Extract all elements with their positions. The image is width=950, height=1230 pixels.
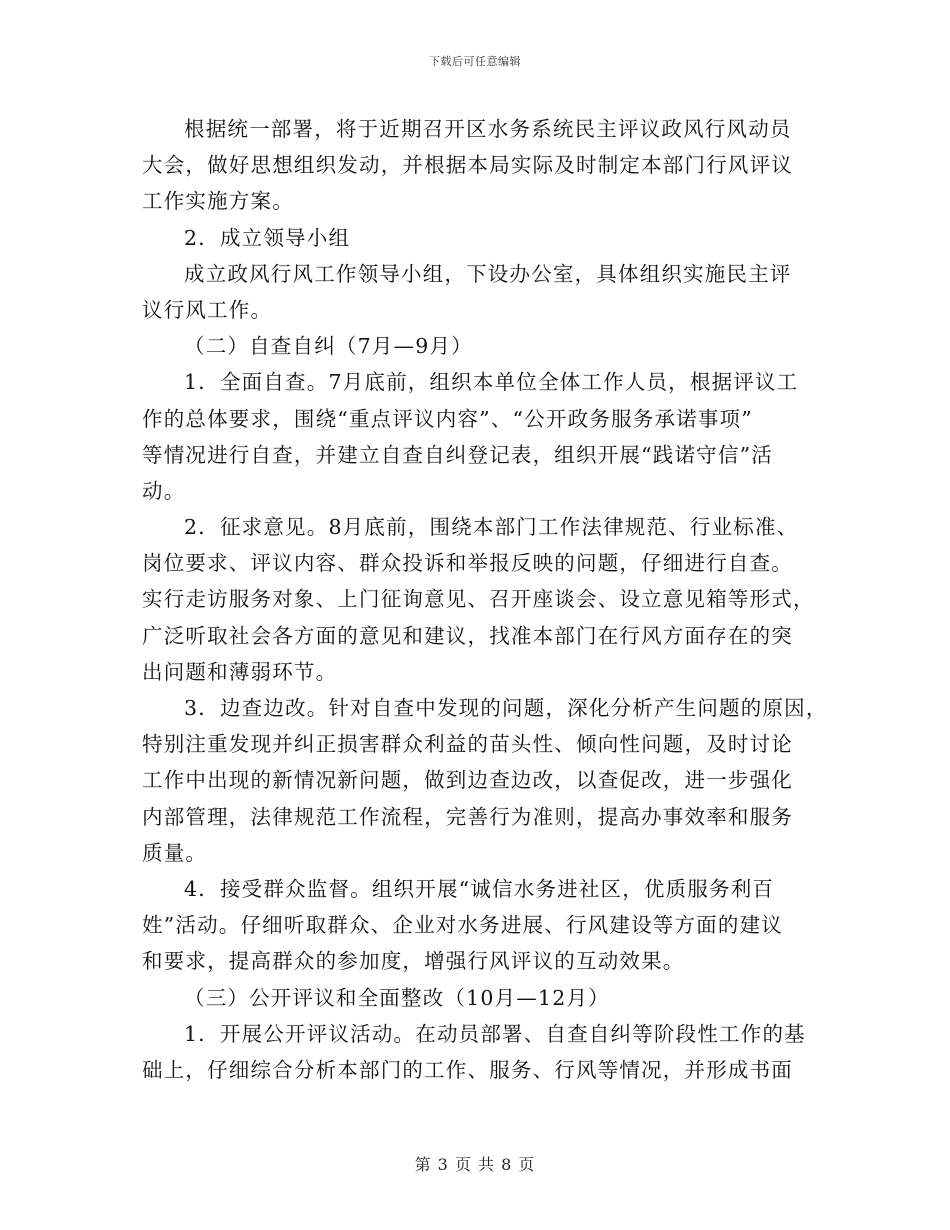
text-line: 1．开展公开评议活动。在动员部署、自查自纠等阶段性工作的基 [184, 1021, 806, 1046]
text-line: 4．接受群众监督。组织开展“诚信水务进社区，优质服务利百 [184, 876, 775, 901]
text-line: 工作实施方案。 [142, 189, 294, 214]
text-line: 成立政风行风工作领导小组，下设办公室，具体组织实施民主评 [184, 261, 792, 286]
page-footer: 第 3 页 共 8 页 [414, 1155, 536, 1174]
text-line: 岗位要求、评议内容、群众投诉和举报反映的问题，仔细进行自查。 [142, 551, 793, 576]
text-line: 出问题和薄弱环节。 [142, 659, 338, 684]
text-line: 大会，做好思想组织发动，并根据本局实际及时制定本部门行风评议 [142, 153, 793, 178]
text-line: 1．全面自查。7月底前，组织本单位全体工作人员，根据评议工 [184, 370, 799, 395]
text-line: 2．成立领导小组 [184, 225, 351, 250]
text-line: 内部管理，法律规范工作流程，完善行为准则，提高办事效率和服务 [142, 804, 793, 829]
text-line: 质量。 [142, 840, 208, 865]
text-line: 动。 [142, 478, 186, 503]
text-line: 议行风工作。 [142, 297, 273, 322]
text-line: 作的总体要求，围绕“重点评议内容”、“公开政务服务承诺事项” [142, 406, 753, 431]
text-line: （二）自查自纠（7月—9月） [184, 334, 473, 359]
text-line: 工作中出现的新情况新问题，做到边查边改，以查促改，进一步强化 [142, 768, 793, 793]
text-line: 实行走访服务对象、上门征询意见、召开座谈会、设立意见箱等形式， [142, 587, 815, 612]
text-line: 和要求，提高群众的参加度，增强行风评议的互动效果。 [142, 949, 685, 974]
text-line: 础上，仔细综合分析本部门的工作、服务、行风等情况，并形成书面 [142, 1057, 793, 1082]
text-line: 特别注重发现并纠正损害群众利益的苗头性、倾向性问题，及时讨论 [142, 732, 793, 757]
text-line: 广泛听取社会各方面的意见和建议，找准本部门在行风方面存在的突 [142, 623, 793, 648]
text-line: 3．边查边改。针对自查中发现的问题，深化分析产生问题的原因， [184, 696, 828, 720]
page-header: 下载后可任意编辑 [429, 55, 521, 68]
text-line: 姓”活动。仔细听取群众、企业对水务进展、行风建设等方面的建议 [142, 913, 783, 938]
document-body [142, 111, 828, 1088]
text-line: 等情况进行自查，并建立自查自纠登记表，组织开展“践诺守信”活 [142, 442, 773, 467]
text-line: （三）公开评议和全面整改（10月—12月） [184, 985, 610, 1010]
text-line: 2．征求意见。8月底前，围绕本部门工作法律规范、行业标准、 [184, 515, 799, 540]
text-line: 根据统一部署，将于近期召开区水务系统民主评议政风行风动员 [184, 117, 792, 141]
